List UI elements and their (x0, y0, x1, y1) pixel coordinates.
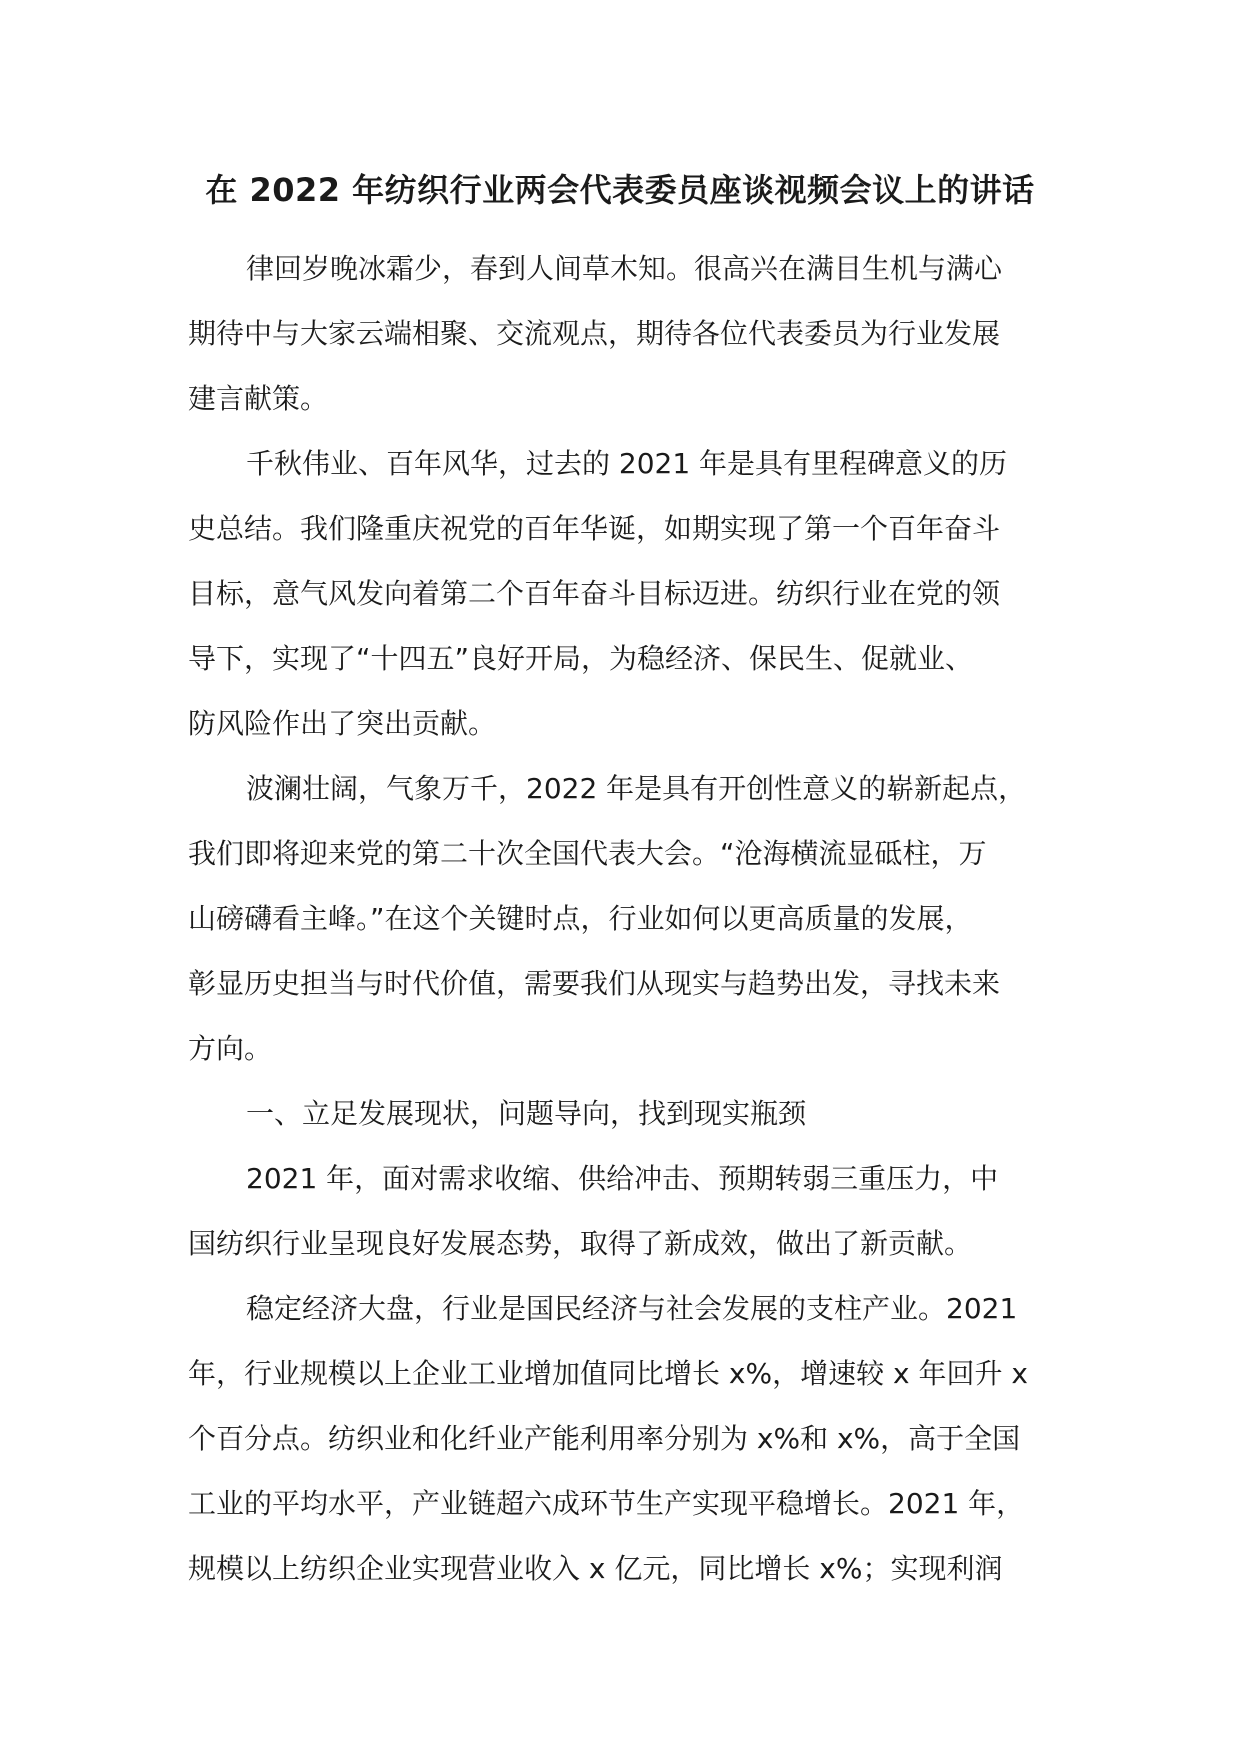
paragraph-line: 建言献策。 (188, 382, 329, 415)
paragraph-line: 目标，意气风发向着第二个百年奋斗目标迈进。纺织行业在党的领 (188, 577, 1001, 610)
section-heading: 一、立足发展现状，问题导向，找到现实瓶颈 (246, 1097, 807, 1130)
paragraph-line: 彰显历史担当与时代价值，需要我们从现实与趋势出发，寻找未来 (188, 967, 1001, 1000)
paragraph-line: 国纺织行业呈现良好发展态势，取得了新成效，做出了新贡献。 (188, 1227, 973, 1260)
document-title: 在 2022 年纺织行业两会代表委员座谈视频会议上的讲话 (205, 171, 1035, 209)
paragraph-line: 年，行业规模以上企业工业增加值同比增长 x%，增速较 x 年回升 x (188, 1357, 1028, 1390)
paragraph-line: 波澜壮阔，气象万千，2022 年是具有开创性意义的崭新起点， (246, 772, 1027, 805)
paragraph-line: 期待中与大家云端相聚、交流观点，期待各位代表委员为行业发展 (188, 317, 1001, 350)
paragraph-line: 规模以上纺织企业实现营业收入 x 亿元，同比增长 x%；实现利润 (188, 1552, 1003, 1585)
paragraph-line: 山磅礴看主峰。”在这个关键时点，行业如何以更高质量的发展， (188, 902, 973, 935)
paragraph-line: 方向。 (188, 1032, 273, 1065)
paragraph-line: 史总结。我们隆重庆祝党的百年华诞，如期实现了第一个百年奋斗 (188, 512, 1001, 545)
paragraph-line: 导下，实现了“十四五”良好开局，为稳经济、保民生、促就业、 (188, 642, 974, 675)
paragraph-line: 稳定经济大盘，行业是国民经济与社会发展的支柱产业。2021 (246, 1292, 1018, 1325)
paragraph-line: 千秋伟业、百年风华，过去的 2021 年是具有里程碑意义的历 (246, 447, 1008, 480)
paragraph-line: 防风险作出了突出贡献。 (188, 707, 497, 740)
paragraph-line: 我们即将迎来党的第二十次全国代表大会。“沧海横流显砥柱，万 (188, 837, 987, 870)
document-body (188, 236, 1068, 1601)
paragraph-line: 个百分点。纺织业和化纤业产能利用率分别为 x%和 x%，高于全国 (188, 1422, 1021, 1455)
paragraph-line: 2021 年，面对需求收缩、供给冲击、预期转弱三重压力，中 (246, 1162, 999, 1195)
paragraph-line: 律回岁晚冰霜少，春到人间草木知。很高兴在满目生机与满心 (246, 252, 1003, 285)
paragraph-line: 工业的平均水平，产业链超六成环节生产实现平稳增长。2021 年， (188, 1487, 1025, 1520)
